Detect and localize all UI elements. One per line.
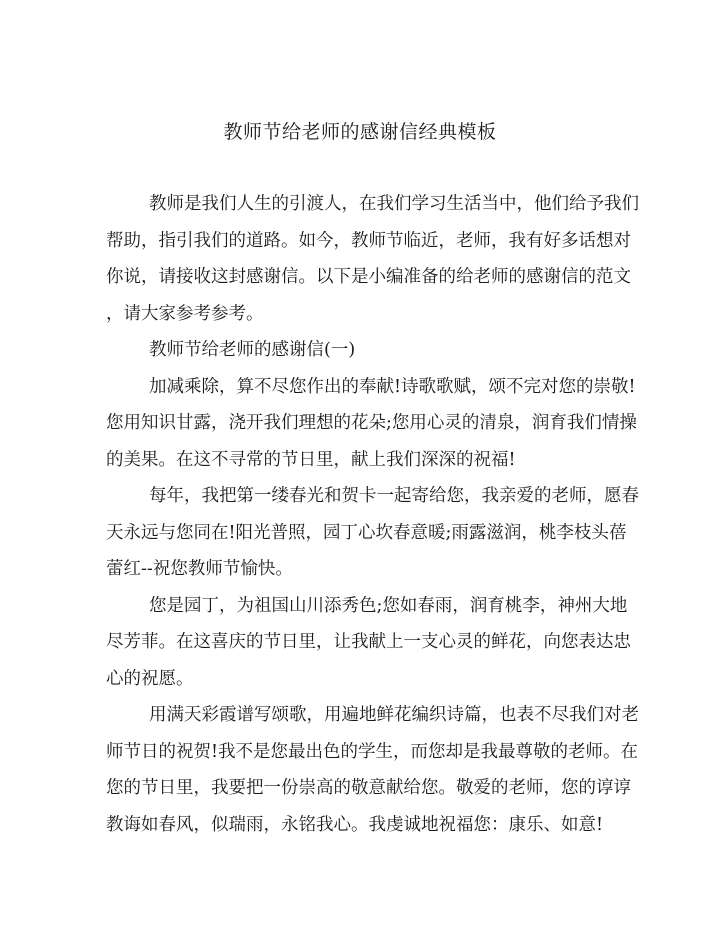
paragraph-line: 帮助，指引我们的道路。如今，教师节临近，老师，我有好多话想对: [106, 230, 631, 251]
paragraph-line: 尽芳菲。在这喜庆的节日里，让我献上一支心灵的鲜花，向您表达忠: [106, 632, 631, 652]
paragraph-line: ，请大家参考参考。: [106, 303, 264, 324]
paragraph-line: 你说，请接收这封感谢信。以下是小编准备的给老师的感谢信的范文: [106, 267, 631, 287]
paragraph-line: 心的祝愿。: [106, 668, 194, 689]
paragraph-line: 教师是我们人生的引渡人，在我们学习生活当中，他们给予我们: [149, 194, 639, 214]
paragraph-line: 师节日的祝贺!我不是您最出色的学生，而您却是我最尊敬的老师。在: [106, 741, 639, 762]
paragraph-line: 蕾红--祝您教师节愉快。: [106, 559, 293, 579]
document-body: [106, 186, 639, 843]
section-heading: 教师节给老师的感谢信(一): [149, 340, 356, 360]
paragraph-line: 每年，我把第一缕春光和贺卡一起寄给您，我亲爱的老师，愿春: [149, 486, 639, 506]
paragraph-line: 加减乘除，算不尽您作出的奉献!诗歌歌赋，颂不完对您的崇敬!: [149, 376, 636, 397]
document-title: 教师节给老师的感谢信经典模板: [223, 121, 497, 143]
paragraph-line: 天永远与您同在!阳光普照，园丁心坎春意暖;雨露滋润，桃李枝头蓓: [106, 522, 627, 543]
paragraph-line: 您是园丁，为祖国山川添秀色;您如春雨，润育桃李，神州大地: [149, 595, 628, 616]
paragraph-line: 用满天彩霞谱写颂歌，用遍地鲜花编织诗篇，也表不尽我们对老: [149, 705, 639, 725]
paragraph-line: 您的节日里，我要把一份崇高的敬意献给您。敬爱的老师，您的谆谆: [106, 778, 631, 798]
paragraph-line: 您用知识甘露，浇开我们理想的花朵;您用心灵的清泉，润育我们情操: [106, 413, 637, 433]
paragraph-line: 的美果。在这不寻常的节日里，献上我们深深的祝福!: [106, 449, 516, 470]
paragraph-line: 教诲如春风，似瑞雨，永铭我心。我虔诚地祝福您：康乐、如意!: [106, 814, 604, 835]
